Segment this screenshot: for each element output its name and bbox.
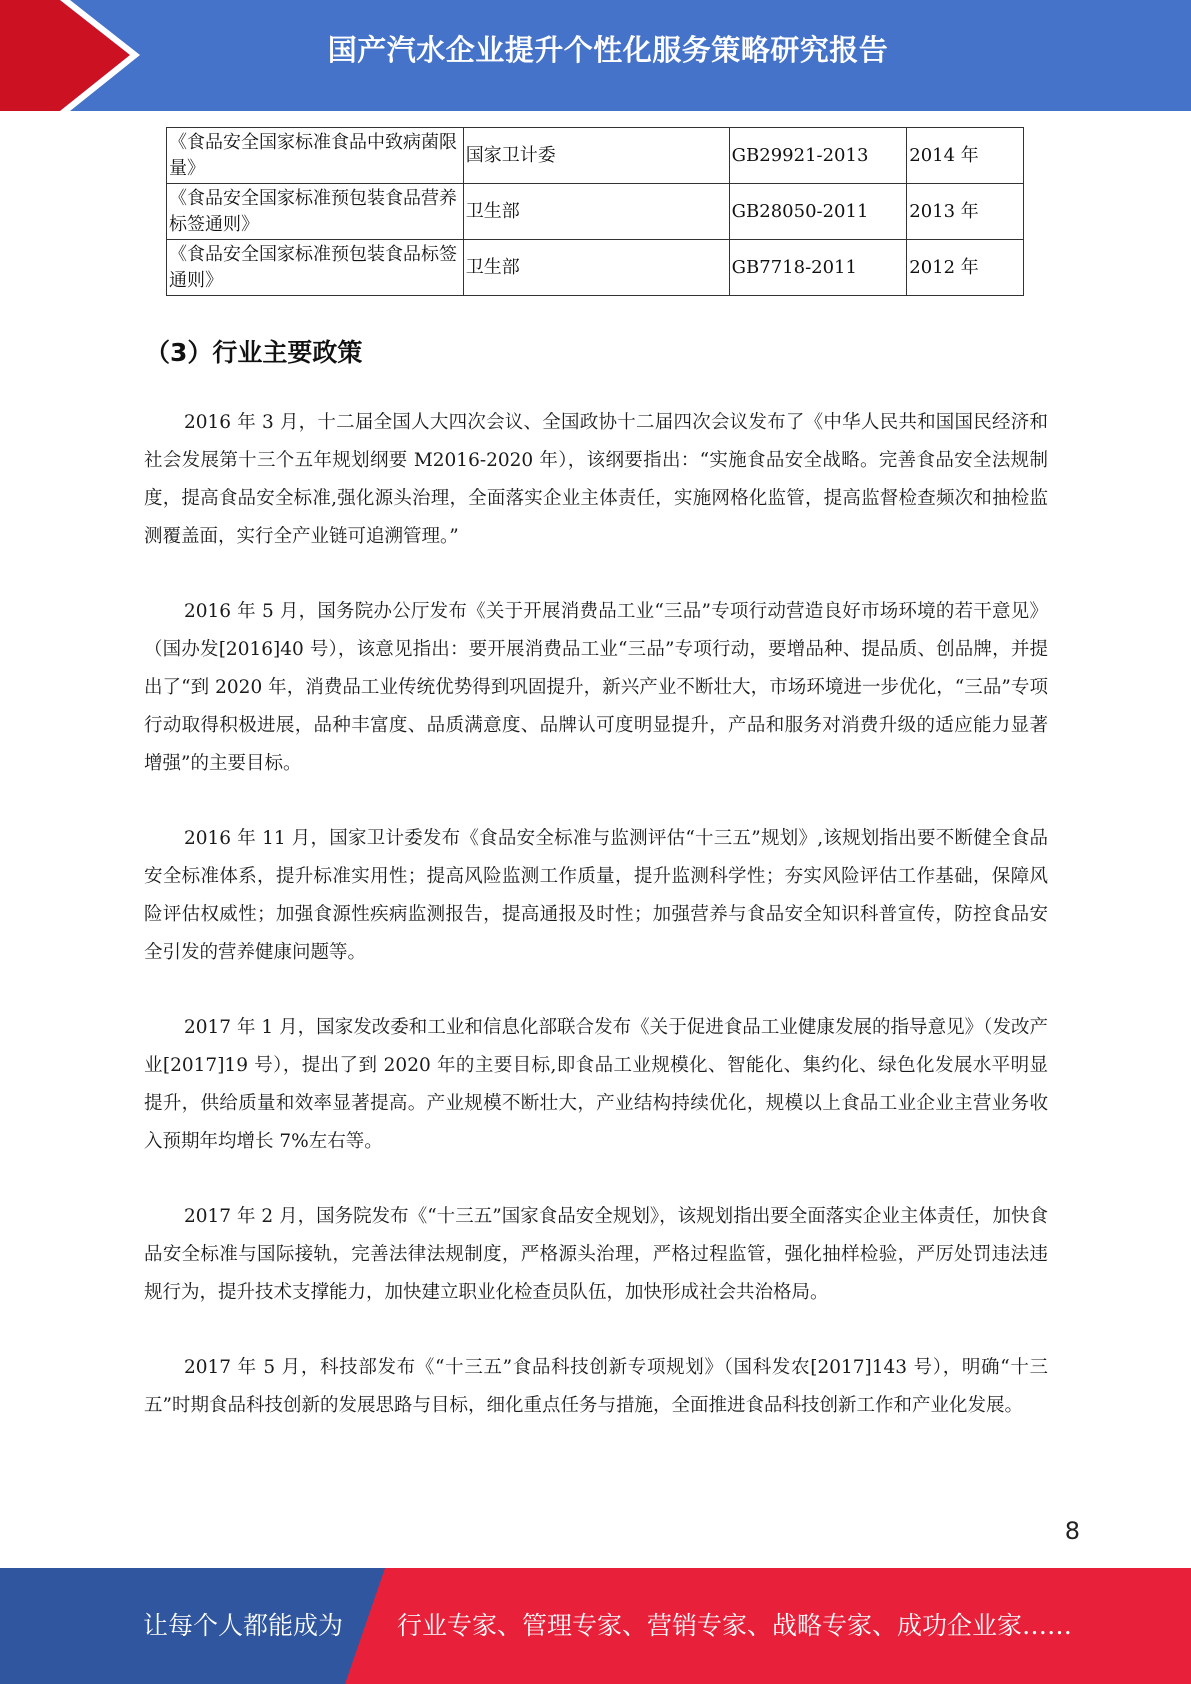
page-header: [0, 0, 1191, 111]
report-title: 国产汽水企业提升个性化服务策略研究报告: [327, 33, 889, 67]
standard-name-cell: 《食品安全国家标准预包装食品标签通则》: [167, 240, 464, 296]
code-cell: GB7718-2011: [729, 240, 907, 296]
paragraph: 2016 年 5 月，国务院办公厅发布《关于开展消费品工业“三品”专项行动营造良好市场环境的若干意见》（国办发[2016]40 号），该意见指出：要开展消费品工业“三品”专项行动，要增品种、提品质、创品牌，并提出了“到 2020 年，消费品工业传统优势得到巩固提升，新兴产业不断壮大，市场环境进一步优化，“三品”专项行动取得积极进展，品种丰富度、品质满意度、品牌认可度明显提升，产品和服务对消费升级的适应能力显著增强”的主要目标。: [144, 601, 1048, 774]
table-row: [167, 184, 1024, 240]
year-cell: 2012 年: [907, 240, 1024, 296]
page-footer: [0, 1568, 1191, 1684]
paragraph: 2017 年 1 月，国家发改委和工业和信息化部联合发布《关于促进食品工业健康发展的指导意见》（发改产业[2017]19 号），提出了到 2020 年的主要目标,即食品工业规模化、智能化、集约化、绿色化发展水平明显提升，供给质量和效率显著提高。产业规模不断壮大，产业结构持续优化，规模以上食品工业企业主营业务收入预期年均增长 7%左右等。: [144, 1017, 1048, 1152]
policy-paragraphs: [144, 404, 1048, 1462]
issuer-cell: 国家卫计委: [463, 128, 729, 184]
issuer-cell: 卫生部: [463, 240, 729, 296]
standard-name-cell: 《食品安全国家标准食品中致病菌限量》: [167, 128, 464, 184]
issuer-cell: 卫生部: [463, 184, 729, 240]
code-cell: GB28050-2011: [729, 184, 907, 240]
code-cell: GB29921-2013: [729, 128, 907, 184]
standard-name-cell: 《食品安全国家标准预包装食品营养标签通则》: [167, 184, 464, 240]
year-cell: 2014 年: [907, 128, 1024, 184]
table-row: [167, 128, 1024, 184]
paragraph: 2016 年 11 月，国家卫计委发布《食品安全标准与监测评估“十三五”规划》,该规划指出要不断健全食品安全标准体系，提升标准实用性；提高风险监测工作质量，提升监测科学性；夯实风险评估工作基础，保障风险评估权威性；加强食源性疾病监测报告，提高通报及时性；加强营养与食品安全知识科普宣传，防控食品安全引发的营养健康问题等。: [144, 828, 1048, 963]
section-heading: （3）行业主要政策: [145, 338, 363, 367]
footer-slogan-right: 行业专家、管理专家、营销专家、战略专家、成功企业家……: [397, 1611, 1073, 1640]
footer-slogan-left: 让每个人都能成为: [143, 1611, 344, 1640]
standards-table: [166, 127, 1024, 296]
paragraph: 2017 年 2 月，国务院发布《“十三五”国家食品安全规划》，该规划指出要全面落实企业主体责任，加快食品安全标准与国际接轨，完善法律法规制度，严格源头治理，严格过程监管，强化抽样检验，严厉处罚违法违规行为，提升技术支撑能力，加快建立职业化检查员队伍，加快形成社会共治格局。: [144, 1206, 1048, 1303]
year-cell: 2013 年: [907, 184, 1024, 240]
paragraph: 2016 年 3 月，十二届全国人大四次会议、全国政协十二届四次会议发布了《中华人民共和国国民经济和社会发展第十三个五年规划纲要 M2016-2020 年），该纲要指出：“实施食品安全战略。完善食品安全法规制度，提高食品安全标准,强化源头治理，全面落实企业主体责任，实施网格化监管，提高监督检查频次和抽检监测覆盖面，实行全产业链可追溯管理。”: [144, 412, 1048, 547]
paragraph: 2017 年 5 月，科技部发布《“十三五”食品科技创新专项规划》（国科发农[2017]143 号），明确“十三五”时期食品科技创新的发展思路与目标，细化重点任务与措施，全面推进食品科技创新工作和产业化发展。: [144, 1357, 1048, 1416]
table-row: [167, 240, 1024, 296]
page-number: 8: [1064, 1517, 1080, 1545]
